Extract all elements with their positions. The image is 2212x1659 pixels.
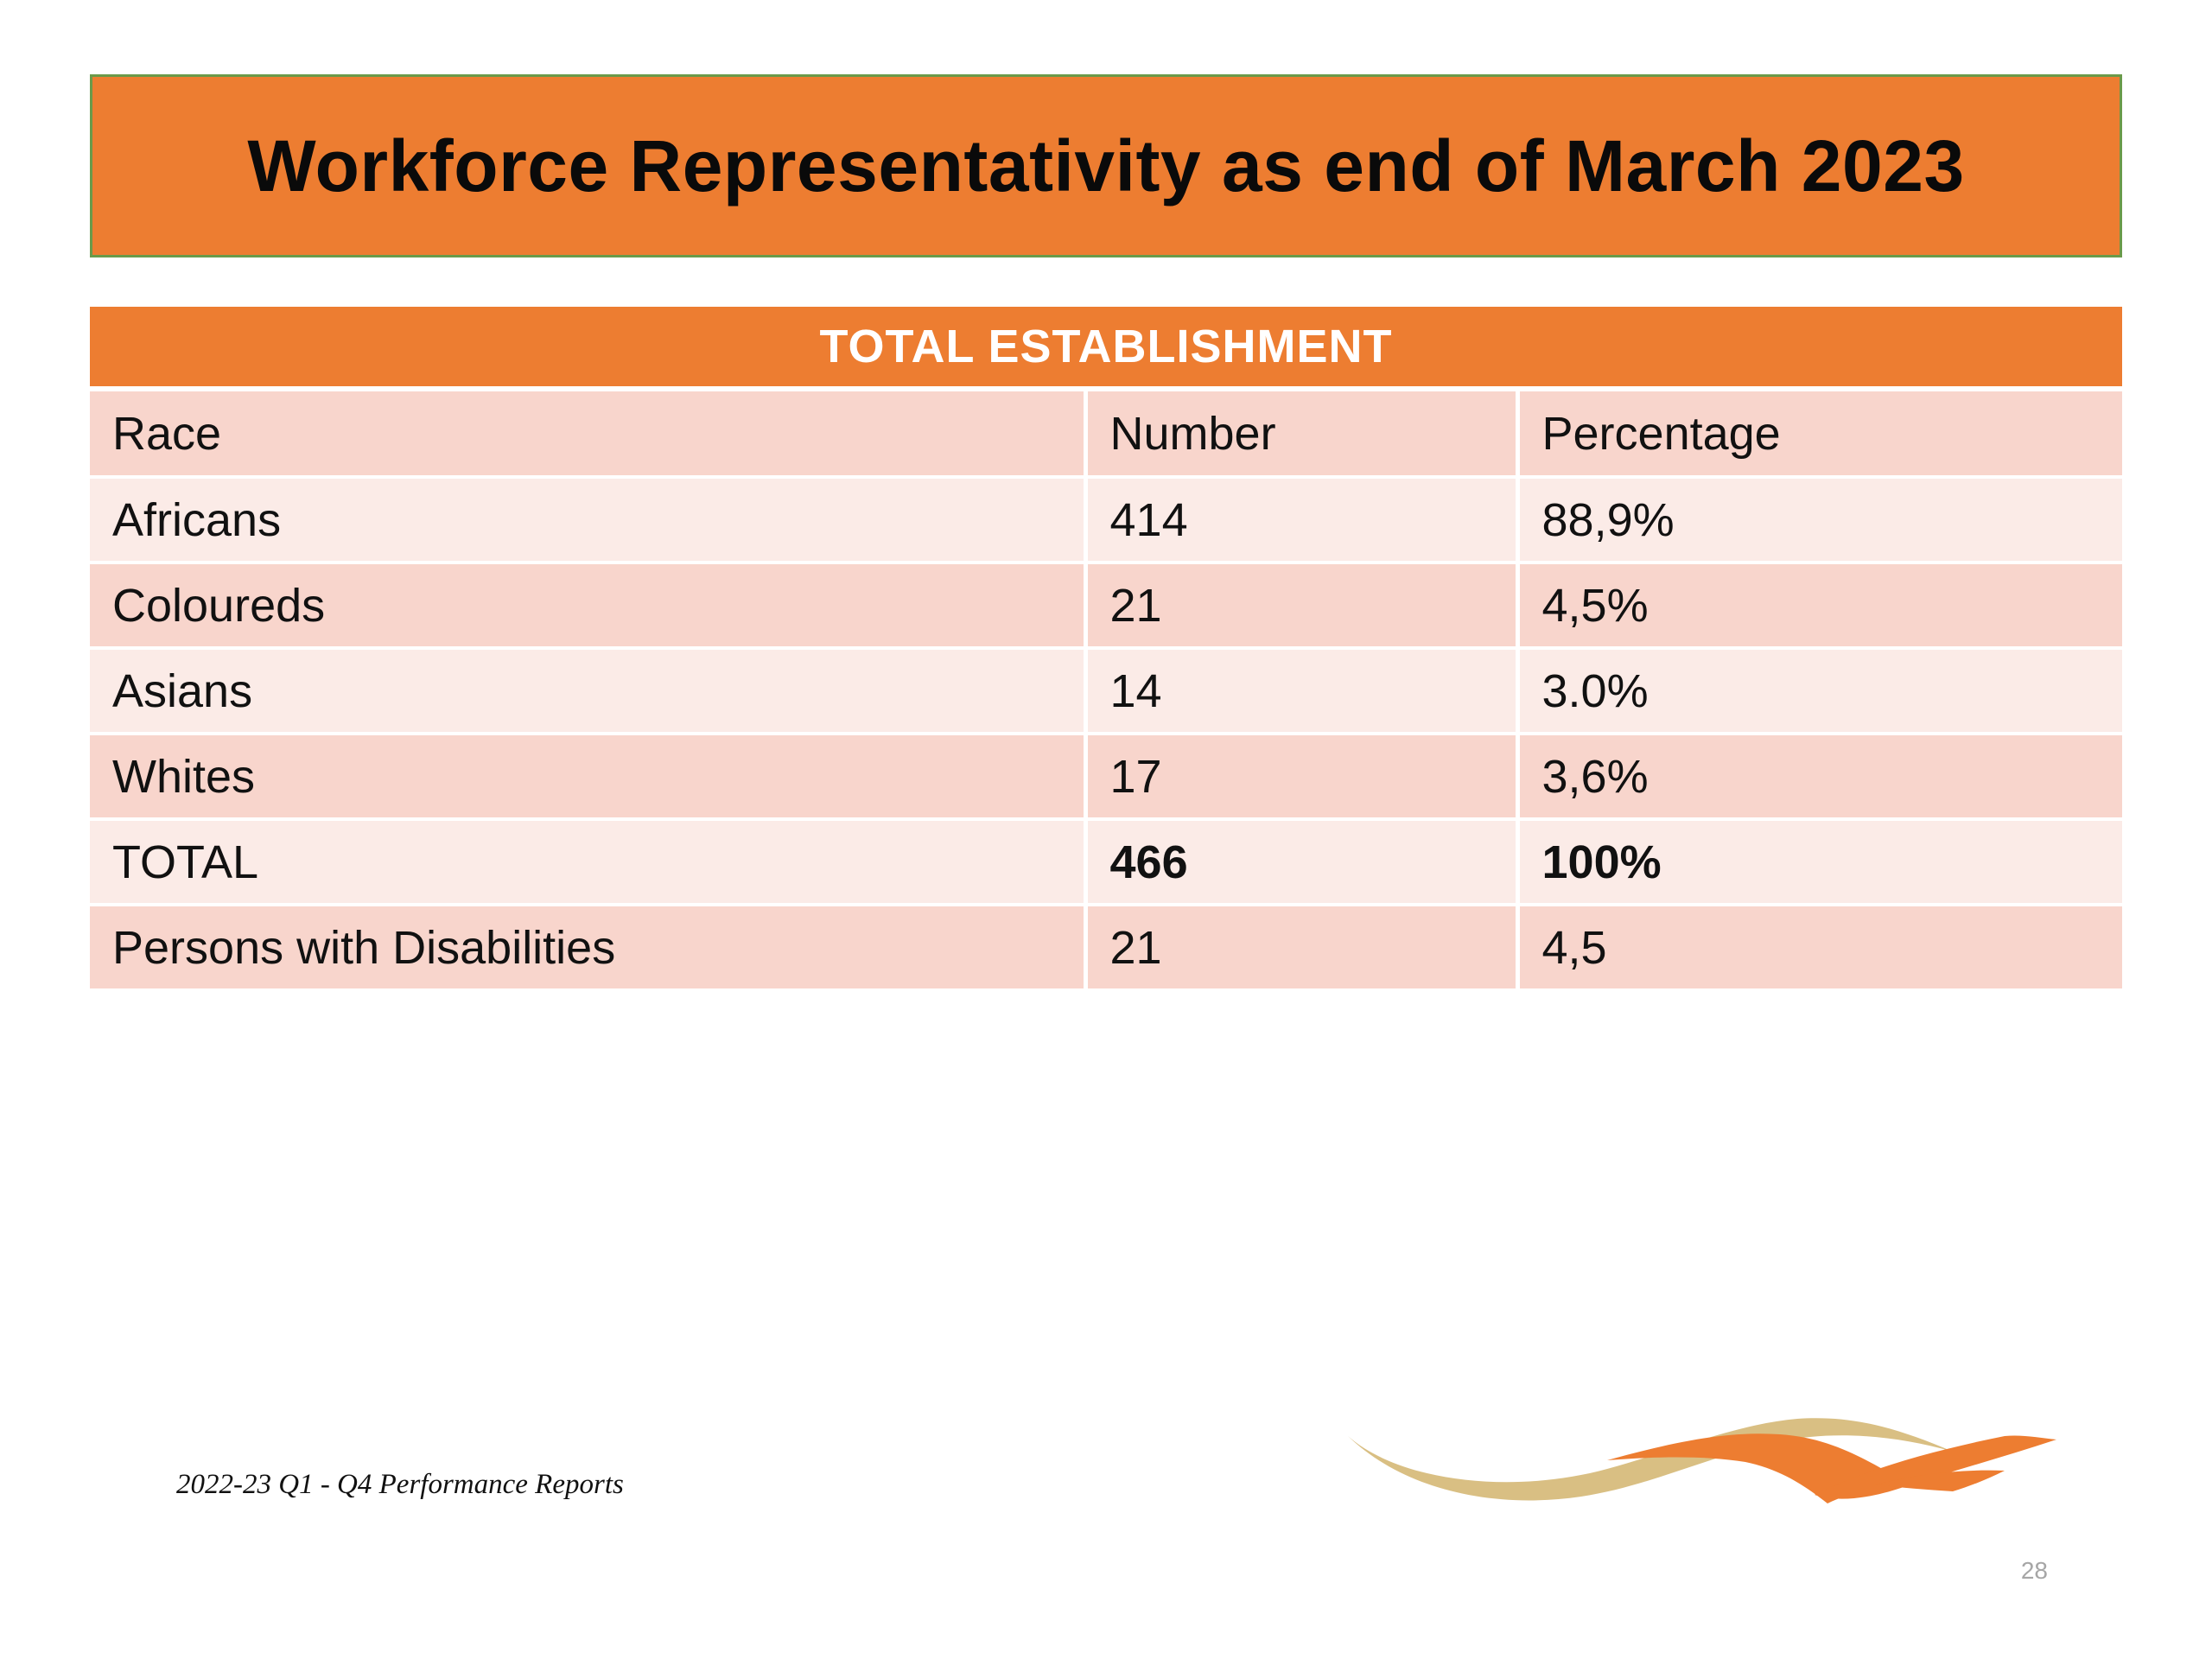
number-cell: 17 (1085, 734, 1517, 819)
title-banner (90, 74, 2122, 257)
table-row (90, 648, 2122, 734)
swoosh-logo-icon (1348, 1400, 2074, 1521)
race-cell: Africans (90, 477, 1085, 563)
column-header-percentage: Percentage (1517, 391, 2122, 477)
table-header-row (90, 391, 2122, 477)
table-row (90, 905, 2122, 990)
table-row (90, 734, 2122, 819)
race-cell: Persons with Disabilities (90, 905, 1085, 990)
column-header-race: Race (90, 391, 1085, 477)
establishment-table (90, 307, 2122, 992)
percentage-cell: 88,9% (1517, 477, 2122, 563)
percentage-cell: 3,6% (1517, 734, 2122, 819)
race-cell: Coloureds (90, 563, 1085, 648)
race-cell: Asians (90, 648, 1085, 734)
column-header-number: Number (1085, 391, 1517, 477)
number-cell: 414 (1085, 477, 1517, 563)
slide-title: Workforce Representativity as end of March 2023 (247, 124, 1965, 207)
percentage-cell: 4,5% (1517, 563, 2122, 648)
page-number: 28 (2020, 1557, 2048, 1584)
data-table (90, 391, 2122, 992)
number-cell: 21 (1085, 905, 1517, 990)
number-cell: 14 (1085, 648, 1517, 734)
percentage-cell: 3.0% (1517, 648, 2122, 734)
table-row-total (90, 819, 2122, 905)
table-row (90, 477, 2122, 563)
number-cell: 21 (1085, 563, 1517, 648)
table-caption: TOTAL ESTABLISHMENT (819, 321, 1393, 372)
number-cell: 466 (1085, 819, 1517, 905)
percentage-cell: 100% (1517, 819, 2122, 905)
percentage-cell: 4,5 (1517, 905, 2122, 990)
table-caption-bar (90, 307, 2122, 391)
table-row (90, 563, 2122, 648)
footer-text: 2022-23 Q1 - Q4 Performance Reports (176, 1469, 624, 1500)
race-cell: TOTAL (90, 819, 1085, 905)
race-cell: Whites (90, 734, 1085, 819)
